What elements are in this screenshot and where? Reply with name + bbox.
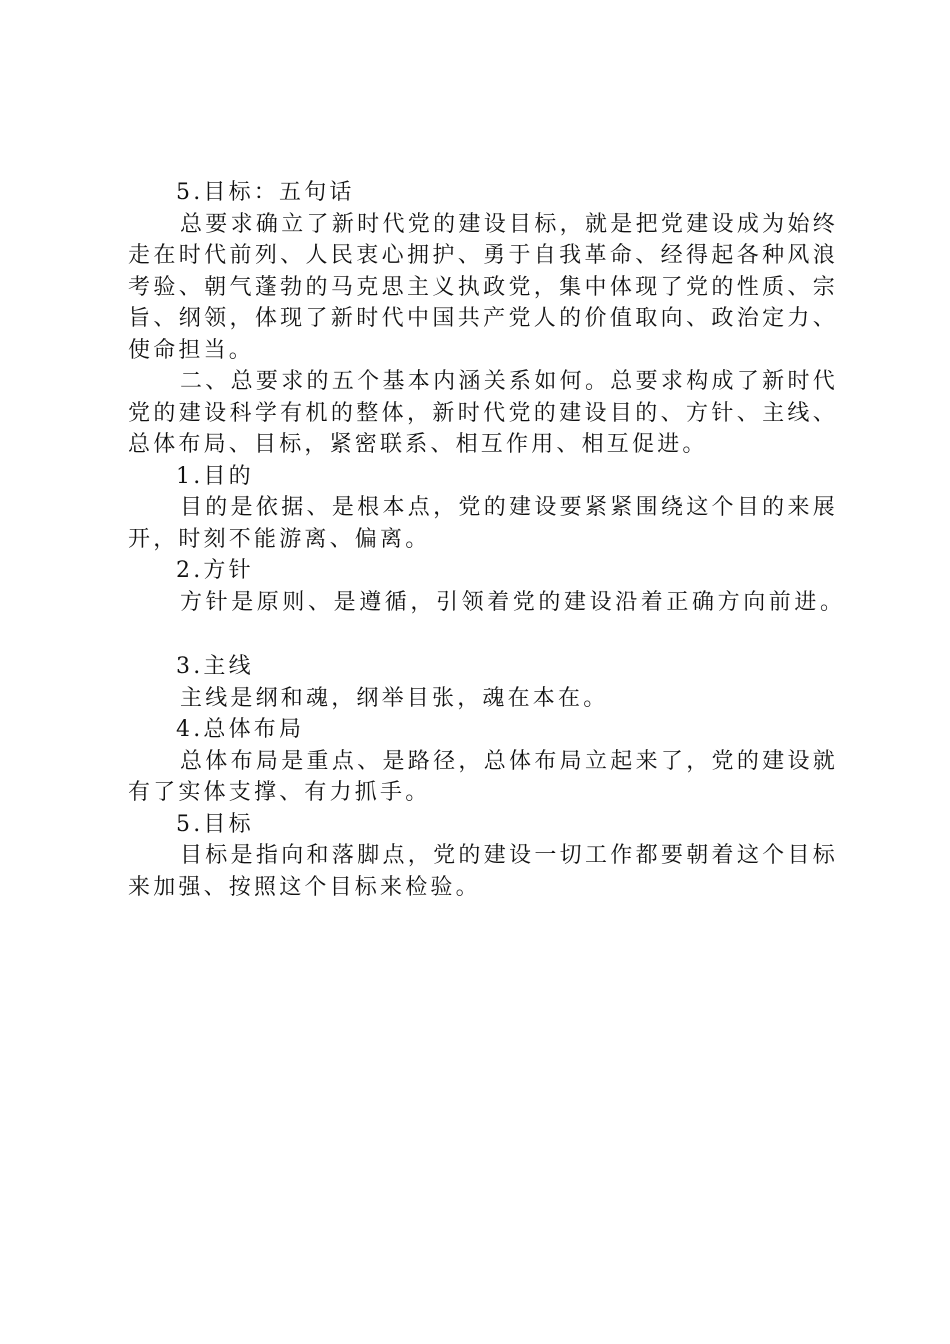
paragraph-purpose: 目的是依据、是根本点，党的建设要紧紧围绕这个目的来展开，时刻不能游离、偏离。 bbox=[128, 495, 838, 552]
paragraph-overall-layout: 总体布局是重点、是路径，总体布局立起来了，党的建设就有了实体支撑、有力抓手。 bbox=[128, 748, 838, 805]
section-heading-overall-layout: 4.总体布局 bbox=[176, 717, 305, 742]
paragraph-goal: 目标是指向和落脚点，党的建设一切工作都要朝着这个目标来加强、按照这个目标来检验。 bbox=[128, 843, 838, 900]
blank-line bbox=[128, 618, 838, 651]
document-body bbox=[128, 177, 846, 903]
paragraph-five-connotations-relation: 二、总要求的五个基本内涵关系如何。总要求构成了新时代党的建设科学有机的整体，新时代党的建设目的、方针、主线、总体布局、目标，紧密联系、相互作用、相互促进。 bbox=[128, 369, 838, 457]
section-heading-purpose: 1.目的 bbox=[176, 463, 254, 489]
section-heading-policy: 2.方针 bbox=[176, 558, 254, 583]
paragraph-general-requirement-goal: 总要求确立了新时代党的建设目标，就是把党建设成为始终走在时代前列、人民衷心拥护、勇于自我革命、经得起各种风浪考验、朝气蓬勃的马克思主义执政党，集中体现了党的性质、宗旨、纲领，体现了新时代中国共产党人的价值取向、政治定力、使命担当。 bbox=[128, 211, 838, 363]
section-heading-main-line: 3.主线 bbox=[176, 654, 254, 679]
section-heading-goal-five-sentences: 5.目标：五句话 bbox=[176, 180, 355, 205]
section-heading-goal: 5.目标 bbox=[176, 811, 254, 837]
paragraph-main-line: 主线是纲和魂，纲举目张，魂在本在。 bbox=[180, 685, 609, 711]
paragraph-policy: 方针是原则、是遵循，引领着党的建设沿着正确方向前进。 bbox=[180, 589, 846, 615]
